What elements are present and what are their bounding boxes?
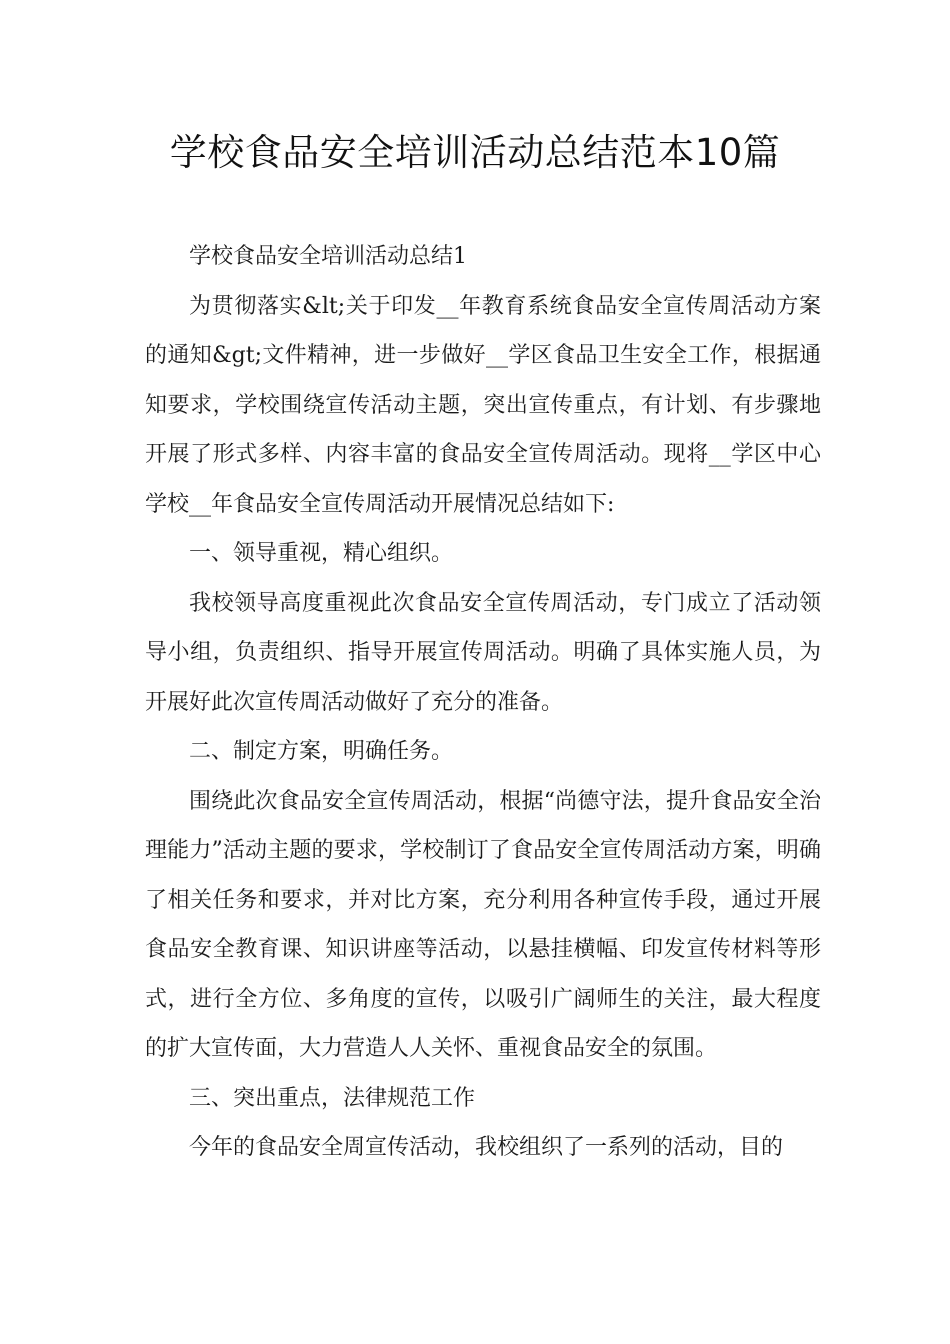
paragraph: 围绕此次食品安全宣传周活动，根据“尚德守法，提升食品安全治理能力”活动主题的要求，学校制订了食品安全宣传周活动方案，明确了相关任务和要求，并对比方案，充分利用各种宣传手段，通过开展食品安全教育课、知识讲座等活动，以悬挂横幅、印发宣传材料等形式，进行全方位、多角度的宣传，以吸引广阔师生的关注，最大程度的扩大宣传面，大力营造人人关怀、重视食品安全的氛围。 bbox=[145, 788, 821, 1061]
paragraph: 为贯彻落实&lt;关于印发__年教育系统食品安全宣传周活动方案的通知&gt;文件精神，进一步做好__学区食品卫生安全工作，根据通知要求，学校围绕宣传活动主题，突出宣传重点，有计划、有步骤地开展了形式多样、内容丰富的食品安全宣传周活动。现将__学区中心学校__年食品安全宣传周活动开展情况总结如下: bbox=[145, 293, 821, 517]
paragraph: 今年的食品安全周宣传活动，我校组织了一系列的活动，目的 bbox=[189, 1135, 784, 1160]
section-heading: 三、突出重点，法律规范工作 bbox=[189, 1085, 476, 1111]
section-heading: 二、制定方案，明确任务。 bbox=[189, 739, 454, 764]
document-body bbox=[145, 232, 821, 1173]
document-title: 学校食品安全培训活动总结范本10篇 bbox=[169, 131, 781, 174]
section-heading: 一、领导重视，精心组织。 bbox=[189, 541, 454, 566]
section-heading: 学校食品安全培训活动总结1 bbox=[189, 244, 467, 269]
paragraph: 我校领导高度重视此次食品安全宣传周活动，专门成立了活动领导小组，负责组织、指导开展宣传周活动。明确了具体实施人员，为开展好此次宣传周活动做好了充分的准备。 bbox=[145, 590, 821, 715]
